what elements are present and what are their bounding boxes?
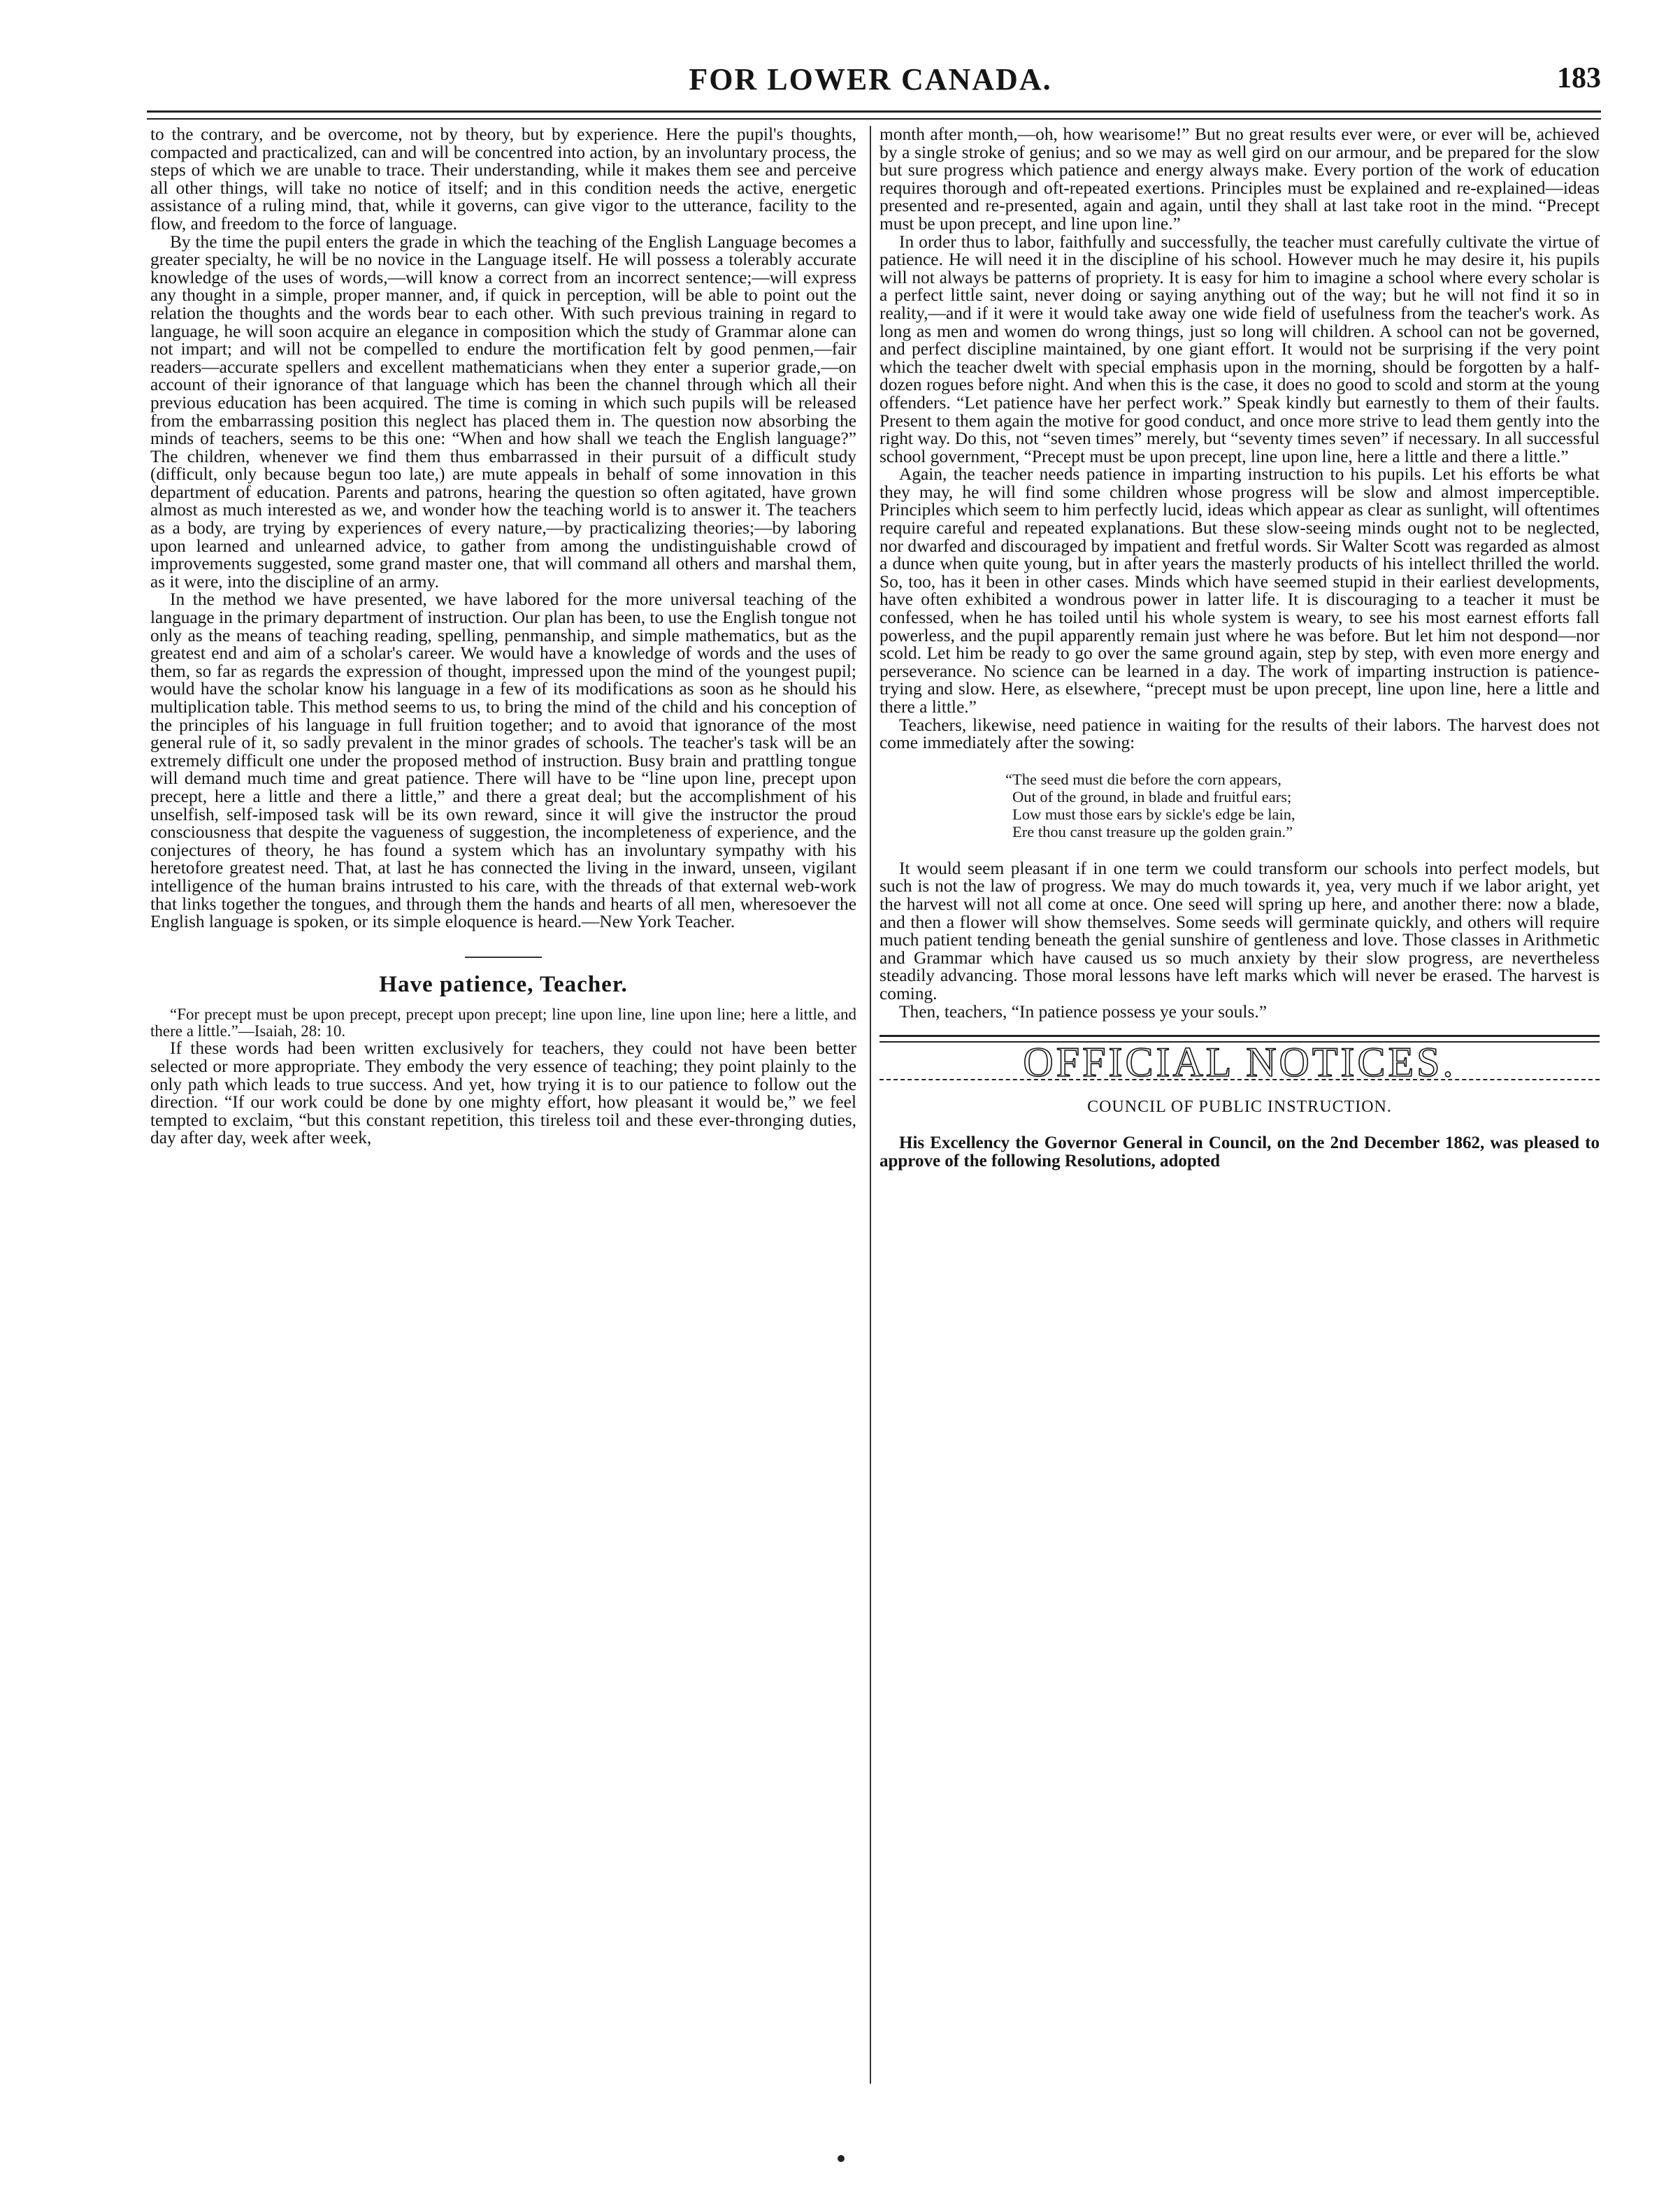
footer-bullet xyxy=(838,2155,845,2162)
poem-line: Low must those ears by sickle's edge be lain, xyxy=(1012,805,1295,823)
council-text: His Excellency the Governor General in Council, on the 2nd December 1862, was pleased to approve of the following Resolutions, adopted xyxy=(880,1133,1600,1171)
official-notices-title-text: OFFICIAL NOTICES. xyxy=(1023,1039,1456,1086)
article-paragraph: Teachers, likewise, need patience in waiting for the results of their labors. The harvest does not come immediately after the sowing: xyxy=(880,715,1600,753)
right-column xyxy=(880,126,1600,1171)
epigraph: “For precept must be upon precept, precept upon precept; line upon line, line upon line; here a little, and there a little.”—Isaiah, 28: 10. xyxy=(150,1006,856,1040)
article-paragraph: In the method we have presented, we have labored for the more universal teaching of the language in the primary department of instruction. Our plan has been, to use the English tongue not only as the means of teaching reading, spelling, penmanship, and simple mathematics, but as the greatest end and aim of a scholar's career. We would have a knowledge of words and the uses of them, so far as regards the expression of thought, impressed upon the mind of the youngest pupil; would have the scholar know his language in a few of its modifications as soon as he should his multiplication table. This method seems to us, to bring the mind of the child and his conception of the principles of his language in full fruition together; and to avoid that ignorance of the most general rule of it, so sadly prevalent in the minor grades of schools. The teacher's task will be an extremely difficult one under the proposed method of instruction. Busy brain and prattling tongue will demand much time and great patience. There will have to be “line upon line, precept upon precept, here a little and there a little,” and there a great deal; but the accomplishment of his unselfish, self-imposed task will be its own reward, since it will give the instructor the proud consciousness that despite the vagueness of suggestion, the incompleteness of experience, and the conjectures of theory, he has found a system which has an involuntary sympathy with his heretofore greatest need. That, at last he has connected the living in the inward, unseen, vigilant intelligence of the human brains intrusted to his care, with the threads of that external web-work that links together the tongues, and through them the hands and hearts of all men, wheresoever the English language is spoken, or its simple eloquence is heard.—New York Teacher. xyxy=(150,589,856,932)
section-heading: Have patience, Teacher. xyxy=(379,971,628,997)
article-paragraph: month after month,—oh, how wearisome!” But no great results ever were, or ever will be, achieved by a single stroke of genius; and so we may as well gird on our armour, and be prepared for the slow but sure progress which patience and energy always make. Every portion of the work of education requires thorough and oft-repeated exertions. Principles must be explained and re-explained—ideas presented and re-presented, again and again, until they shall at last take root in the mind. “Precept must be upon precept, and line upon line.” xyxy=(880,124,1600,234)
article-paragraph: By the time the pupil enters the grade in which the teaching of the English Language becomes a greater specialty, he will be no novice in the Language itself. He will possess a tolerably accurate knowledge of the uses of words,—will know a correct from an incorrect sentence;—will express any thought in a simple, proper manner, and, if quick in perception, will be able to point out the relation the thoughts and the words bear to each other. With such previous training in regard to language, he will soon acquire an elegance in composition which the study of Grammar alone can not impart; and will not be compelled to endure the mortification felt by good penmen,—fair readers—accurate spellers and excellent mathematicians when they enter a superior grade,—on account of their ignorance of that language which has been the channel through which all their previous education has been acquired. The time is coming in which such pupils will be released from the embarrassing position this neglect has placed them in. The question now absorbing the minds of teachers, seems to be this one: “When and how shall we teach the English language?” The children, whenever we find them thus embarrassed in their pursuit of a difficult study (difficult, only because begun too late,) are mute appeals in behalf of some innovation in this department of education. Parents and patrons, hearing the question so often agitated, have grown almost as much interested as we, and wonder how the teaching world is to answer it. The teachers as a body, are trying by experiences of every nature,—by practicalizing theories;—by laboring upon learned and unlearned advice, to gather from among the undistinguishable crowd of improvements suggested, some grand master one, that will command all others and marshal them, as it were, into the discipline of an army. xyxy=(150,231,856,592)
article-paragraph: In order thus to labor, faithfully and successfully, the teacher must carefully cultivate the virtue of patience. He will need it in the discipline of his school. However much he may desire it, his pupils will not always be patterns of propriety. It is easy for him to imagine a school where every scholar is a perfect little saint, never doing or saying anything out of the way; but he will not find it so in reality,—and if it were it would take away one wide field of usefulness from the teacher's work. As long as men and women do wrong things, just so long will children. A school can not be governed, and perfect discipline maintained, by one giant effort. It would not be surprising if the very point which the teacher dwelt with special emphasis upon in the morning, should be forgotten by a half-dozen rogues before night. And when this is the case, it does no good to scold and storm at the young offenders. “Let patience have her perfect work.” Speak kindly but earnestly to them of their faults. Present to them again the motive for good conduct, and once more strive to lead them gently into the right way. Do this, not “seven times” merely, but “seventy times seven” if necessary. In all successful school government, “Precept must be upon precept, line upon line, here a little and there a little.” xyxy=(880,231,1600,466)
left-column xyxy=(150,126,856,1147)
council-heading: COUNCIL OF PUBLIC INSTRUCTION. xyxy=(1087,1097,1392,1116)
page-header xyxy=(140,62,1601,103)
official-notices-title xyxy=(880,1039,1600,1086)
running-title: FOR LOWER CANADA. xyxy=(689,62,1052,96)
poem-line: “The seed must die before the corn appears, xyxy=(1005,770,1281,788)
column-divider xyxy=(870,126,871,2084)
article-paragraph: to the contrary, and be overcome, not by theory, but by experience. Here the pupil's thoughts, compacted and practicalized, can and will be concentred into action, by an involuntary process, the steps of which we are unable to trace. Their understanding, while it makes them see and perceive all other things, will take no notice of itself; and in this condition needs the active, energetic assistance of a ruling mind, that, while it governs, can give vigor to the utterance, facility to the flow, and freedom to the force of language. xyxy=(150,124,856,234)
poem-line: Out of the ground, in blade and fruitful ears; xyxy=(1012,787,1292,806)
article-paragraph: Again, the teacher needs patience in imparting instruction to his pupils. Let his efforts be what they may, he will find some children whose progress will be slow and almost imperceptible. Principles which seem to him perfectly lucid, ideas which appear as clear as sunlight, will oftentimes require careful and repeated explanations. But these slow-seeing minds ought not to be neglected, nor dwarfed and discouraged by impatient and fretful words. Sir Walter Scott was regarded as almost a dunce when quite young, but in after years the masterly products of his intellect thrilled the world. So, too, has it been in other cases. Minds which have seemed stupid in their earliest developments, have often exhibited a wondrous power in latter life. It is discouraging to a teacher it must be confessed, when he has toiled until his whole system is weary, to see his most earnest efforts fall powerless, and the pupil apparently remain just where he was before. But let him not despond—nor scold. Let him be ready to go over the same ground again, step by step, with even more energy and perseverance. No science can be learned in a day. The work of imparting instruction is patience-trying and slow. Here, as elsewhere, “precept must be upon precept, line upon line, here a little and there a little.” xyxy=(880,464,1600,717)
article-paragraph: Then, teachers, “In patience possess ye your souls.” xyxy=(899,1001,1267,1022)
poem xyxy=(1005,771,1600,840)
article-paragraph: If these words had been written exclusively for teachers, they could not have been better selected or more appropriate. They embody the very essence of teaching; they point plainly to the only path which leads to true success. And yet, how trying it is to our patience to follow out the direction. “If our work could be done by one mighty effort, how pleasant it would be,” we feel tempted to exclaim, “but this constant repetition, this tireless toil and these ever-thronging duties, day after day, week after week, xyxy=(150,1038,856,1148)
header-rule xyxy=(147,110,1601,120)
section-divider xyxy=(465,957,542,958)
poem-line: Ere thou canst treasure up the golden grain.” xyxy=(1012,822,1293,840)
page-number: 183 xyxy=(1557,62,1601,94)
article-paragraph: It would seem pleasant if in one term we could transform our schools into perfect models, but such is not the law of progress. We may do much towards it, yea, very much if we labor aright, yet the harvest will not all come at once. One seed will spring up here, and another there: now a blade, and then a flower will show themselves. Some seeds will germinate quickly, and others will require much patient tending beneath the genial sunshire of gentleness and love. Those classes in Arithmetic and Grammar which have caused us so much anxiety by their slow progress, are nevertheless steadily advancing. Those moral lessons have left marks which will never be erased. The harvest is coming. xyxy=(880,858,1600,1003)
